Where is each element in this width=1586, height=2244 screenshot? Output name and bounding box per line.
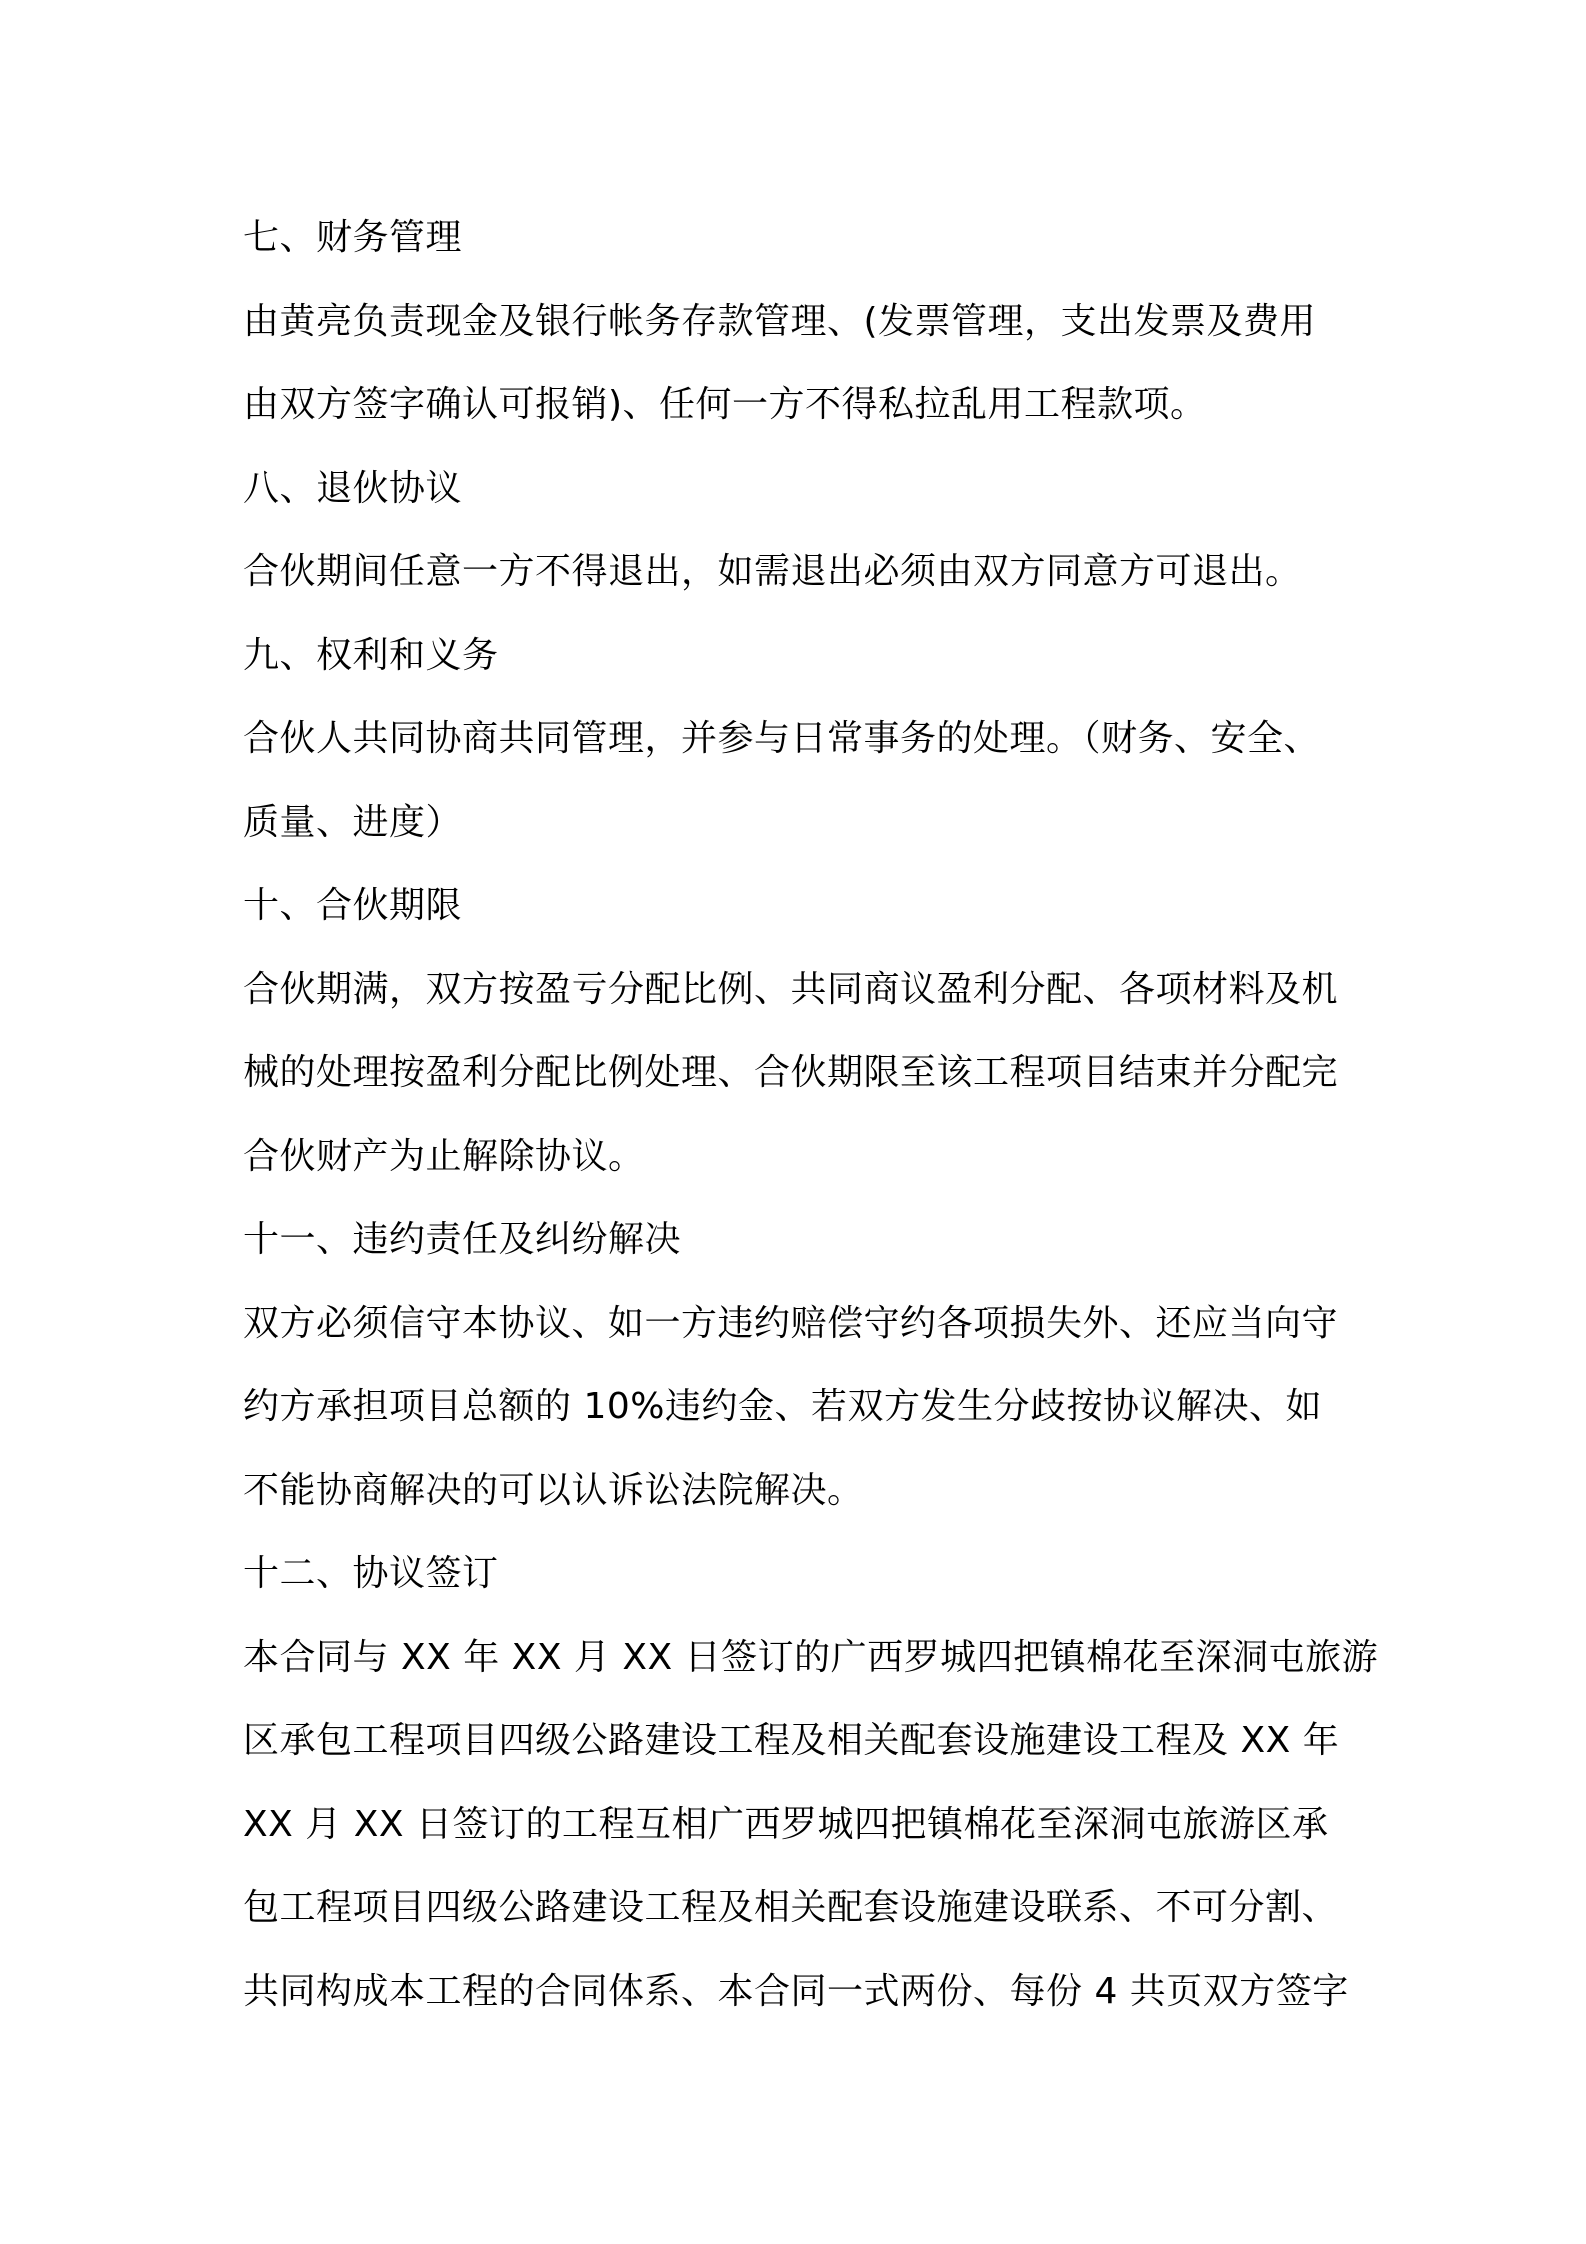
section-heading-signing: 十二、协议签订 <box>243 1553 499 1594</box>
paragraph-line: 合伙人共同协商共同管理，并参与日常事务的处理。（财务、安全、 <box>243 718 1321 759</box>
paragraph-line: XX 月 XX 日签订的工程互相广西罗城四把镇棉花至深洞屯旅游区承 <box>243 1803 1329 1845</box>
paragraph-line: 由双方签字确认可报销)、任何一方不得私拉乱用工程款项。 <box>243 384 1207 425</box>
paragraph-line: 不能协商解决的可以认诉讼法院解决。 <box>243 1469 864 1511</box>
section-heading-term: 十、合伙期限 <box>243 885 463 926</box>
paragraph-line: 合伙期间任意一方不得退出，如需退出必须由双方同意方可退出。 <box>243 551 1302 592</box>
section-heading-withdrawal: 八、退伙协议 <box>243 467 463 509</box>
paragraph-line: 本合同与 XX 年 XX 月 XX 日签订的广西罗城四把镇棉花至深洞屯旅游 <box>243 1636 1379 1678</box>
document-body <box>243 196 1379 2033</box>
paragraph-line: 包工程项目四级公路建设工程及相关配套设施建设联系、不可分割、 <box>243 1887 1339 1928</box>
paragraph-line: 械的处理按盈利分配比例处理、合伙期限至该工程项目结束并分配完 <box>243 1052 1339 1093</box>
section-heading-liability: 十一、违约责任及纠纷解决 <box>243 1219 682 1260</box>
paragraph-line: 由黄亮负责现金及银行帐务存款管理、(发票管理，支出发票及费用 <box>243 300 1317 342</box>
paragraph-line: 质量、进度） <box>243 801 463 843</box>
section-heading-finance: 七、财务管理 <box>243 217 463 258</box>
paragraph-line: 合伙期满，双方按盈亏分配比例、共同商议盈利分配、各项材料及机 <box>243 968 1339 1010</box>
paragraph-line: 共同构成本工程的合同体系、本合同一式两份、每份 4 共页双方签字 <box>243 1970 1349 2012</box>
paragraph-line: 约方承担项目总额的 10%违约金、若双方发生分歧按协议解决、如 <box>243 1386 1322 1427</box>
paragraph-line: 双方必须信守本协议、如一方违约赔偿守约各项损失外、还应当向守 <box>243 1302 1339 1344</box>
section-heading-rights: 九、权利和义务 <box>243 634 499 676</box>
paragraph-line: 区承包工程项目四级公路建设工程及相关配套设施建设工程及 XX 年 <box>243 1720 1340 1761</box>
paragraph-line: 合伙财产为止解除协议。 <box>243 1135 645 1177</box>
